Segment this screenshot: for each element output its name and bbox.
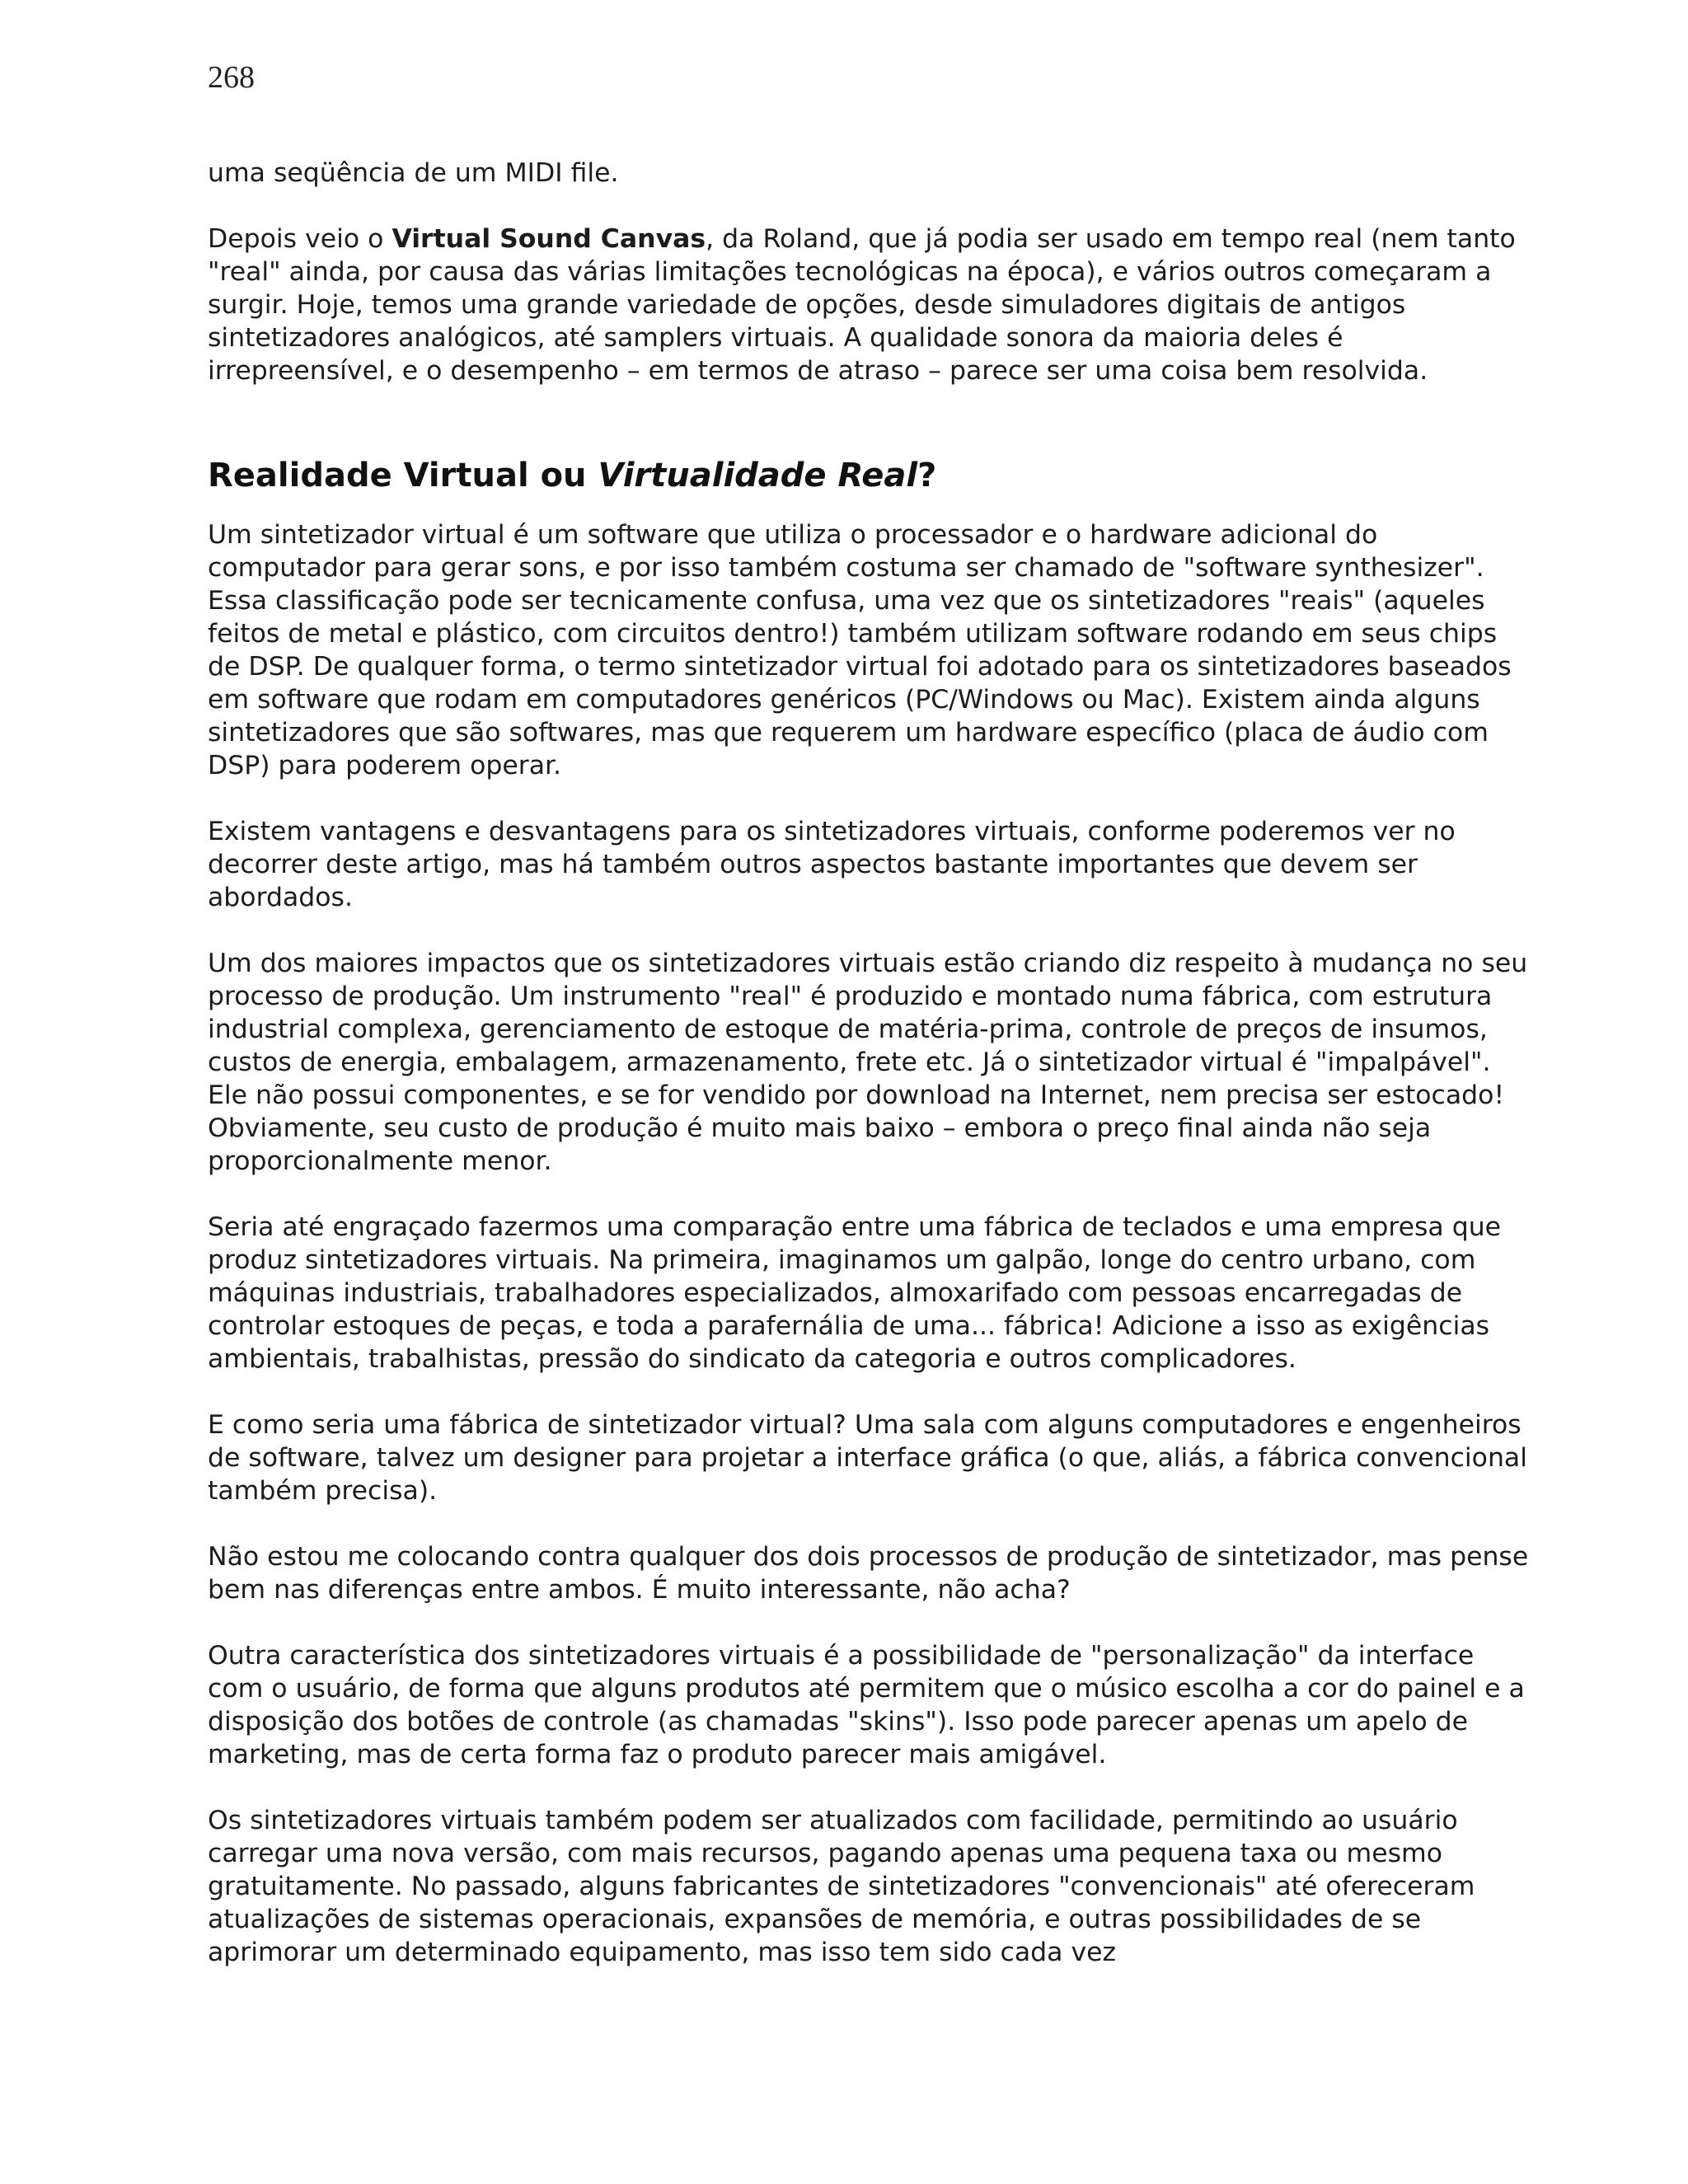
heading-italic: Virtualidade Real — [598, 457, 918, 494]
document-body — [208, 157, 1533, 1969]
paragraph-6: E como seria uma fábrica de sintetizador virtual? Uma sala com alguns computadores e engenheiros de software, talvez um designer para projetar a interface gráfica (o que, aliás, a fábrica convencional também precisa). — [208, 1410, 1527, 1506]
paragraph-7: Não estou me colocando contra qualquer dos dois processos de produção de sintetizador, mas pense bem nas diferenças entre ambos. É muito interessante, não acha? — [208, 1542, 1529, 1605]
paragraph-1-rest: , da Roland, que já podia ser usado em tempo real (nem tanto "real" ainda, por causa das várias limitações tecnológicas na época), e vários outros começaram a surgir. Hoje, temos uma grande variedade de opções, desde simuladores digitais de antigos sintetizadores analógicos, até samplers virtuais. A qualidade sonora da maioria deles é irrepreensível, e o desempenho – em termos de atraso – parece ser uma coisa bem resolvida. — [208, 224, 1516, 386]
paragraph-2: Um sintetizador virtual é um software que utiliza o processador e o hardware adicional do computador para gerar sons, e por isso também costuma ser chamado de "software synthesizer". Essa classificação pode ser tecnicamente confusa, uma vez que os sintetizadores "reais" (aqueles feitos de metal e plástico, com circuitos dentro!) também utilizam software rodando em seus chips de DSP. De qualquer forma, o termo sintetizador virtual foi adotado para os sintetizadores baseados em software que rodam em computadores genéricos (PC/Windows ou Mac). Existem ainda alguns sintetizadores que são softwares, mas que requerem um hardware específico (placa de áudio com DSP) para poderem operar. — [208, 520, 1512, 780]
paragraph-1-lead: Depois veio o — [208, 224, 392, 254]
paragraph-8: Outra característica dos sintetizadores virtuais é a possibilidade de "personalização" da interface com o usuário, de forma que alguns produtos até permitem que o músico escolha a cor do painel e a disposição dos botões de controle (as chamadas "skins"). Isso pode parecer apenas um apelo de marketing, mas de certa forma faz o produto parecer mais amigável. — [208, 1641, 1525, 1769]
product-name-bold: Virtual Sound Canvas — [392, 224, 706, 254]
paragraph-4: Um dos maiores impactos que os sintetizadores virtuais estão criando diz respeito à mudança no seu processo de produção. Um instrumento "real" é produzido e montado numa fábrica, com estrutura industrial complexa, gerenciamento de estoque de matéria-prima, controle de preços de insumos, custos de energia, embalagem, armazenamento, frete etc. Já o sintetizador virtual é "impalpável". Ele não possui componentes, e se for vendido por download na Internet, nem precisa ser estocado! Obviamente, seu custo de produção é muito mais baixo – embora o preço final ainda não seja proporcionalmente menor. — [208, 949, 1528, 1176]
paragraph-5: Seria até engraçado fazermos uma comparação entre uma fábrica de teclados e uma empresa que produz sintetizadores virtuais. Na primeira, imaginamos um galpão, longe do centro urbano, com máquinas industriais, trabalhadores especializados, almoxarifado com pessoas encarregadas de controlar estoques de peças, e toda a parafernália de uma... fábrica! Adicione a isso as exigências ambientais, trabalhistas, pressão do sindicato da categoria e outros complicadores. — [208, 1212, 1502, 1374]
page-number: 268 — [208, 60, 255, 95]
heading-end: ? — [917, 457, 937, 494]
section-heading — [208, 456, 1533, 495]
paragraph-9: Os sintetizadores virtuais também podem ser atualizados com facilidade, permitindo ao usuário carregar uma nova versão, com mais recursos, pagando apenas uma pequena taxa ou mesmo gratuitamente. No passado, alguns fabricantes de sintetizadores "convencionais" até ofereceram atualizações de sistemas operacionais, expansões de memória, e outras possibilidades de se aprimorar um determinado equipamento, mas isso tem sido cada vez — [208, 1806, 1475, 1967]
paragraph-3: Existem vantagens e desvantagens para os sintetizadores virtuais, conforme poderemos ver no decorrer deste artigo, mas há também outros aspectos bastante importantes que devem ser abordados. — [208, 817, 1456, 912]
paragraph-1 — [208, 223, 1533, 387]
heading-plain: Realidade Virtual ou — [208, 457, 598, 494]
paragraph-0: uma seqüência de um MIDI file. — [208, 158, 619, 188]
